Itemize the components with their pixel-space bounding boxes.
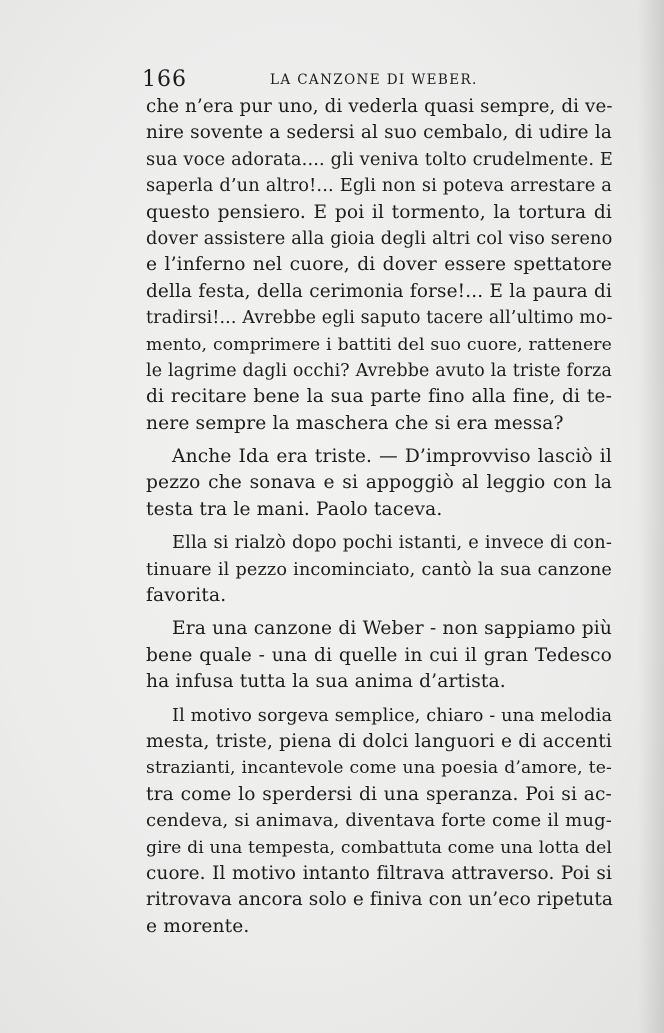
running-title: LA CANZONE DI WEBER. (270, 72, 478, 88)
text-line: della festa, della cerimonia forse!... E la paura di (146, 280, 612, 302)
paragraph-gap (146, 696, 612, 703)
text-line: mesta, triste, piena di dolci languori e di accenti (146, 730, 612, 752)
paragraph-1 (146, 94, 612, 437)
text-line: tra come lo sperdersi di una speranza. Poi si ac- (146, 783, 612, 805)
text-line: testa tra le mani. Paolo taceva. (146, 498, 443, 520)
paragraph-2 (146, 444, 612, 470)
page-number: 166 (142, 67, 187, 92)
text-line: pezzo che sonava e si appoggiò al leggio con la (146, 472, 612, 494)
body-text (146, 94, 612, 940)
text-line: sua voce adorata.... gli veniva tolto crudelmente. E (146, 148, 614, 170)
text-line: cendeva, si animava, diventava forte come il mug- (146, 810, 612, 832)
text-line: che n’era pur uno, di vederla quasi sempre, di ve- (146, 96, 613, 117)
text-line: ha infusa tutta la sua anima d’artista. (146, 671, 506, 693)
paragraph-gap (146, 437, 612, 444)
text-line: saperla d’un altro!... Egli non si poteva arrestare a (146, 175, 612, 197)
text-line: nere sempre la maschera che si era messa? (146, 412, 564, 434)
text-line: ritrovava ancora solo e finiva con un’eco ripetuta (146, 889, 614, 911)
paragraph-gap (146, 523, 612, 530)
text-line: tinuare il pezzo incominciato, cantò la sua canzone (146, 559, 612, 580)
text-line: nire sovente a sedersi al suo cembalo, di udire la (146, 122, 612, 144)
running-head (142, 64, 592, 94)
text-line: le lagrime dagli occhi? Avrebbe avuto la triste forza (146, 360, 612, 381)
paragraph-4-cont (146, 643, 612, 696)
text-line: strazianti, incantevole come una poesia d’amore, te- (146, 758, 612, 779)
text-line: dover assistere alla gioia degli altri col viso sereno (146, 227, 613, 249)
text-line: di recitare bene la sua parte fino alla fine, di te- (146, 386, 612, 408)
paragraph-gap (146, 609, 612, 616)
paragraph-5-cont (146, 729, 612, 940)
text-line: questo pensiero. E poi il tormento, la tortura di (146, 201, 612, 223)
text-line: e l’inferno nel cuore, di dover essere spettatore (146, 254, 612, 276)
paragraph-4 (146, 616, 612, 642)
text-line: Era una canzone di Weber - non sappiamo più (172, 618, 612, 640)
text-line: cuore. Il motivo intanto filtrava attraverso. Poi si (146, 862, 612, 884)
text-line: Anche Ida era triste. — D’improvviso lasciò il (172, 446, 612, 468)
paragraph-3 (146, 530, 612, 556)
text-line: favorita. (146, 585, 227, 607)
paragraph-5 (146, 703, 612, 729)
paragraph-3-cont (146, 557, 612, 610)
text-line: gire di una tempesta, combattuta come una lotta del (146, 837, 613, 858)
text-line: Ella si rialzò dopo pochi istanti, e invece di con- (172, 532, 612, 554)
text-line: tradirsi!... Avrebbe egli saputo tacere all’ultimo mo- (146, 308, 613, 329)
text-line: e morente. (146, 915, 250, 937)
text-line: Il motivo sorgeva semplice, chiaro - una melodia (172, 705, 613, 726)
text-line: mento, comprimere i battiti del suo cuore, rattenere (146, 334, 612, 355)
text-line: bene quale - una di quelle in cui il gran Tedesco (146, 644, 612, 666)
paragraph-2-cont (146, 470, 612, 523)
page-edge-shadow (638, 0, 664, 1033)
